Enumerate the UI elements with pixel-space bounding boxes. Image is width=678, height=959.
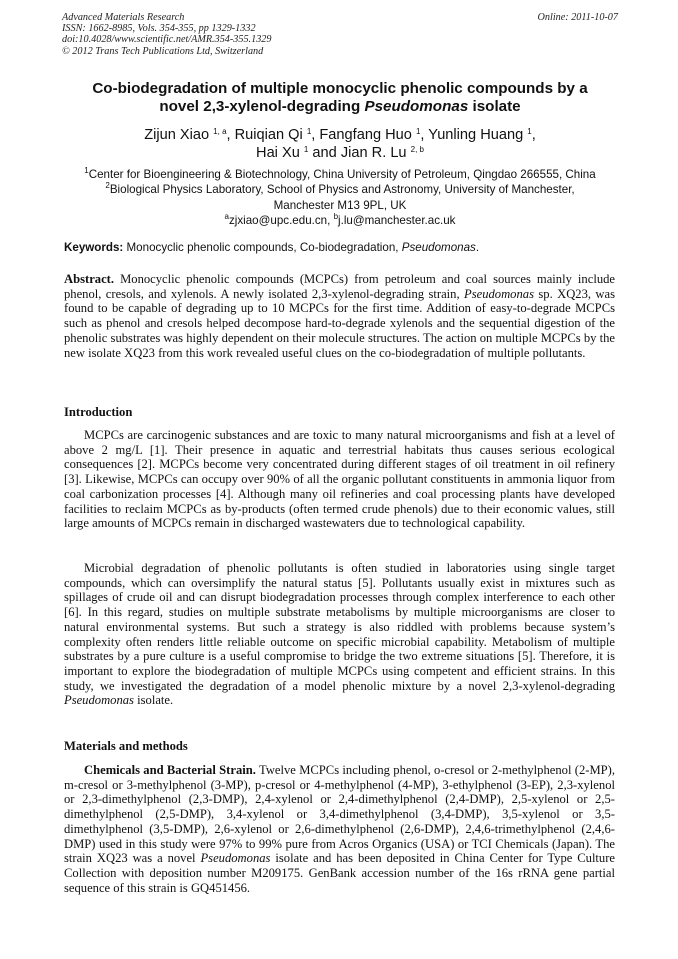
author-line-2 [62, 144, 618, 162]
abstract-text: Monocyclic phenolic compounds (MCPCs) from petroleum and coal sources mainly include phenol, cresols, and xylenols. A newly isolated 2,3-xylenol-degrading strain, [64, 272, 615, 301]
title-genus: Pseudomonas [364, 98, 469, 115]
author-affiliation-mark: 1 [303, 145, 309, 154]
title-line-1: Co-biodegradation of multiple monocyclic phenolic compounds by a [92, 80, 588, 97]
author-affiliation-mark: 1, a [213, 127, 227, 136]
introduction-paragraph-2 [64, 561, 615, 708]
abstract-label: Abstract. [64, 272, 115, 286]
abstract [64, 272, 615, 360]
methods-paragraph [64, 763, 615, 895]
paper-title [62, 80, 618, 116]
author-affiliation-mark: 1 [527, 127, 532, 136]
keywords [64, 241, 620, 255]
keywords-label: Keywords: [64, 241, 124, 254]
introduction-paragraph-1: MCPCs are carcinogenic substances and are toxic to many natural microorganisms and fish at a level of above 2 mg/L [1]. Their presence in aquatic and terrestrial habitats thus causes serious ecological consequences [2]. MCPCs become very concentrated during different stages of oil treatment in oil refinery [3]. Likewise, MCPCs can occupy over 90% of all the organic pollutant constituents in ammonia liquor from coal carbonization processes [4]. Although many oil refineries and coal processing plants have developed facilities to reclaim MCPCs as by-products (often termed crude phenols) due to their economic values, still large amounts of MCPCs remain in discharged wastewaters due to technological capability. [64, 428, 615, 531]
journal-header [62, 12, 618, 57]
keywords-genus: Pseudomonas [401, 241, 476, 254]
affiliation-text: Center for Bioengineering & Biotechnology, China University of Petroleum, Qingdao 266555, China [88, 168, 596, 181]
subsection-heading: Chemicals and Bacterial Strain. [84, 763, 256, 777]
paragraph-genus: Pseudomonas [64, 693, 134, 708]
author-name: Yunling Huang [428, 127, 524, 143]
author-line-1: Zijun Xiao $^{1, a}$, Ruiqian Qi $^1$, Fangfang Huo $^1$, Yunling Huang $^1$, [144, 127, 536, 143]
issn-line: ISSN: 1662-8985, Vols. 354-355, pp 1329-1332 [62, 23, 256, 35]
copyright-line: © 2012 Trans Tech Publications Ltd, Switzerland [62, 45, 264, 57]
affiliation-2 [62, 182, 618, 197]
methods-heading: Materials and methods [64, 739, 188, 753]
paragraph-text-end: isolate and has been deposited in China Center for Type Culture Collection with deposition number M209175. GenBank accession number of the 16s rRNA gene partial sequence of this strain is GQ451456. [64, 851, 616, 895]
affiliation-2-city: Manchester M13 9PL, UK [273, 198, 407, 212]
email-link: zjxiao@upc.edu.cn, [228, 214, 331, 228]
introduction-heading: Introduction [64, 405, 133, 419]
author-list [62, 126, 618, 162]
email-mark: b [333, 212, 339, 222]
keywords-end: . [475, 241, 480, 254]
affiliations [62, 167, 618, 229]
title-text: novel 2,3-xylenol-degrading [159, 98, 361, 115]
author-name: Fangfang Huo [319, 127, 412, 143]
email-mark: a [224, 212, 229, 222]
paragraph-text-end: isolate. [137, 693, 174, 708]
author-name: Jian R. Lu [340, 145, 407, 161]
author-affiliation-mark: 2, b [410, 145, 424, 154]
title-text-end: isolate [472, 98, 521, 115]
author-affiliation-mark: 1 [306, 127, 312, 136]
affiliation-1 [62, 167, 618, 182]
author-conjunction: and [312, 145, 337, 161]
author-emails [62, 213, 618, 228]
keywords-text: Monocyclic phenolic compounds, Co-biodegradation, [126, 241, 399, 254]
abstract-genus: Pseudomonas [464, 286, 534, 301]
author-name: Hai Xu [256, 145, 300, 161]
abstract-text-2: sp. XQ23, was found to be capable of degrading up to 10 MCPCs for the first time. Addition of easy-to-degrade MCPCs such as phenol and cresols helped decompose hard-to-degrade xylenols and the sequential digestion of the phenolic substrates was highly dependent on their molecule structures. The action on multiple MCPCs by the new isolate XQ23 from this work revealed useful clues on the co-biodegradation of multiple pollutants. [64, 286, 615, 360]
paragraph-genus: Pseudomonas [200, 851, 271, 866]
email-link: j.lu@manchester.ac.uk [338, 214, 456, 228]
author-name: Ruiqian Qi [234, 127, 303, 143]
author-affiliation-mark: 1 [415, 127, 421, 136]
paragraph-text: Twelve MCPCs including phenol, o-cresol or 2-methylphenol (2-MP), m-cresol or 3-methylphenol (3-MP), p-cresol or 4-methylphenol (4-MP), 3-ethylphenol (3-EP), 2,3-xylenol or 2,3-dimethylphenol (2,3-DMP), 2,4-xylenol or 2,4-dimethylphenol (2,4-DMP), 2,5-xylenol or 2,5-dimethylphenol (2,5-DMP), 3,4-xylenol or 3,4-dimethylphenol (3,4-DMP), 3,5-xylenol or 3,5-dimethylphenol (3,5-DMP), 2,6-xylenol or 2,6-dimethylphenol (2,6-DMP), 2,4,6-trimethylphenol (2,4,6-DMP) used in this study were 97% to 99% pure from Acros Organics (USA) or TCI Chemicals (Japan). The strain XQ23 was a novel [64, 763, 615, 866]
online-date: Online: 2011-10-07 [537, 12, 618, 23]
affiliation-mark: 2 [105, 181, 110, 191]
title-line-2 [62, 98, 618, 116]
journal-name: Advanced Materials Research [62, 12, 185, 23]
affiliation-mark: 1 [84, 166, 89, 175]
author-name: Zijun Xiao [144, 127, 210, 143]
affiliation-text: Biological Physics Laboratory, School of Physics and Astronomy, University of Manchester, [109, 183, 575, 197]
doi-line: doi:10.4028/www.scientific.net/AMR.354-355.1329 [62, 34, 272, 46]
paragraph-text: Microbial degradation of phenolic pollutants is often studied in laboratories using single target compounds, which can oversimplify the natural status [5]. Pollutants usually exist in mixtures such as spillages of crude oil and can disrupt biodegradation processes through complex interference to each other [6]. In this regard, studies on multiple substrate metabolisms by multiple microorganisms are closer to natural environmental systems. But such a strategy is also riddled with problems because system’s complexity often renders little reliable outcome on specific microbial capability. Metabolism of multiple substrates by a pure culture is a useful compromise to bridge the two extreme situations [5]. Therefore, it is important to explore the biodegradation of multiple MCPCs using competent and efficient strains. In this study, we investigated the degradation of a model phenolic mixture by a novel 2,3-xylenol-degrading [64, 561, 615, 693]
